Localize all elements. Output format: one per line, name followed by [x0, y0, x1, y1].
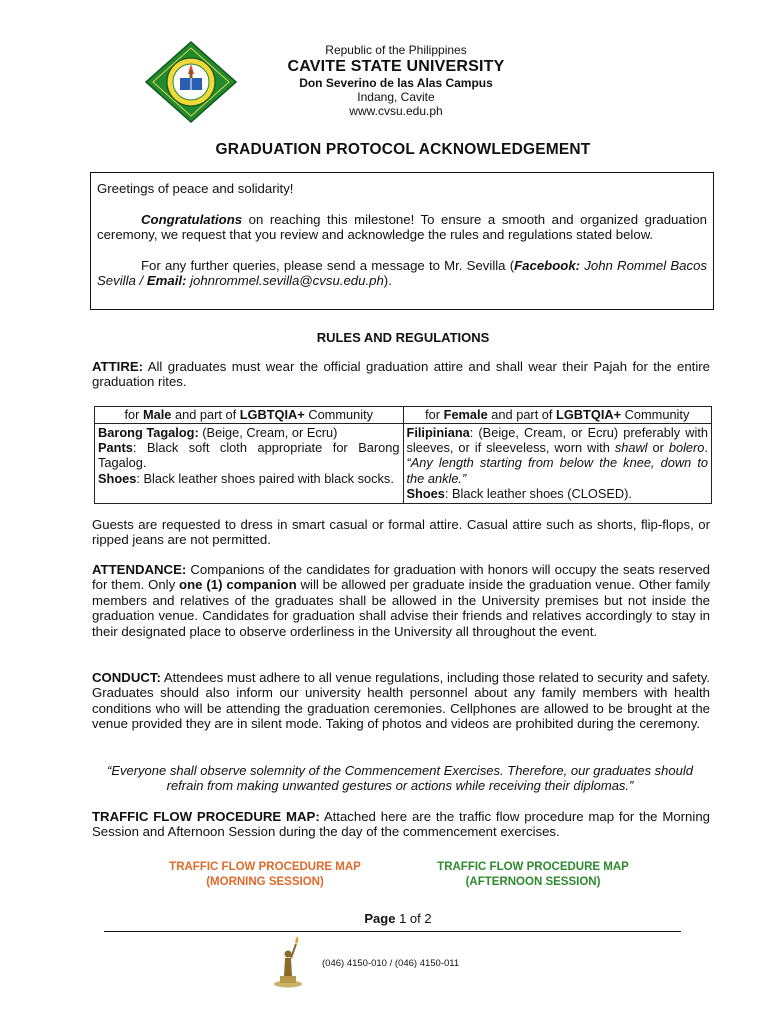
congrats-text: on reaching this milestone! To ensure a smooth and organized graduation ceremony, we request that you review and acknowledge the rules and regulations stated below. [97, 211, 707, 243]
afternoon-map-link[interactable]: TRAFFIC FLOW PROCEDURE MAP (AFTERNOON SESSION) [437, 861, 629, 888]
email-label: Email: [146, 273, 187, 289]
attendance-paragraph: ATTENDANCE: Companions of the candidates for graduation with honors will occupy the seats reserved for them. Only one (1) companion will be allowed per graduate inside the graduation venue. Other family members and relatives of the graduates shall be allowed in the University premises but not inside the graduation venue. Candidates for graduation shall advise their friends and relatives accordingly to stay in their designated place to observe orderliness in the University all throughout the event. [92, 562, 710, 639]
morning-map-link[interactable]: TRAFFIC FLOW PROCEDURE MAP (MORNING SESSION) [169, 861, 361, 888]
barong-line: Barong Tagalog: (Beige, Cream, or Ecru) [98, 425, 338, 440]
location: Indang, Cavite [357, 90, 435, 104]
attire-paragraph [92, 359, 710, 390]
page-number: Page 1 of 2 [364, 911, 432, 926]
queries-paragraph [97, 258, 707, 289]
pants-line: Pants: Black soft cloth appropriate for Barong Tagalog. [98, 440, 400, 471]
male-shoes-line: Shoes: Black leather shoes paired with black socks. [98, 470, 394, 486]
phone-numbers: (046) 4150-010 / (046) 4150-011 [322, 958, 460, 969]
guests-paragraph: Guests are requested to dress in smart casual or formal attire. Casual attire such as shorts, flip-flops, or ripped jeans are not permitted. [92, 517, 710, 548]
male-column-header: for Male and part of LGBTQIA+ Community [95, 407, 404, 424]
greeting-line: Greetings of peace and solidarity! [97, 181, 294, 196]
filipiniana-line: Filipiniana: (Beige, Cream, or Ecru) preferably with sleeves, or if sleeveless, worn with shawl or bolero. “Any length starting from below the knee, down to the ankle.” [406, 425, 708, 486]
male-attire-cell [95, 424, 404, 504]
facebook-value: John Rommel Bacos Sevilla / [97, 257, 707, 289]
congratulations-paragraph [97, 212, 707, 243]
female-shoes-line: Shoes: Black leather shoes (CLOSED). [406, 485, 632, 501]
university-name: CAVITE STATE UNIVERSITY [287, 58, 505, 75]
facebook-label: Facebook: [514, 257, 581, 273]
query-pre: For any further queries, please send a message to Mr. Sevilla ( [141, 257, 515, 273]
attire-text: All graduates must wear the official graduation attire and shall wear their Pajah for the entire graduation rites. [92, 359, 710, 390]
traffic-paragraph: TRAFFIC FLOW PROCEDURE MAP: Attached here are the traffic flow procedure map for the Morning Session and Afternoon Session during the day of the commencement exercises. [92, 809, 710, 840]
document-title: GRADUATION PROTOCOL ACKNOWLEDGEMENT [215, 141, 591, 158]
female-attire-cell [403, 424, 712, 504]
attire-label: ATTIRE: [92, 359, 144, 374]
rules-title: RULES AND REGULATIONS [316, 330, 490, 345]
republic-line: Republic of the Philippines [325, 43, 467, 57]
footer-divider [104, 931, 681, 932]
website-link[interactable]: www.cvsu.edu.ph [349, 104, 443, 118]
attendance-label: ATTENDANCE: [92, 562, 187, 577]
attire-table [94, 406, 712, 504]
query-post: ). [383, 273, 392, 289]
traffic-label: TRAFFIC FLOW PROCEDURE MAP: [92, 809, 320, 824]
torch-statue-icon [270, 936, 306, 988]
campus-name: Don Severino de las Alas Campus [299, 76, 493, 90]
solemnity-quote: “Everyone shall observe solemnity of the Commencement Exercises. Therefore, our graduates should refrain from making unwanted gestures or actions while receiving their diplomas.” [106, 763, 693, 794]
email-link[interactable]: johnrommel.sevilla@cvsu.edu.ph [186, 273, 384, 289]
greeting-box [90, 172, 714, 310]
conduct-paragraph: CONDUCT: Attendees must adhere to all venue regulations, including those related to security and safety. Graduates should also inform our university health personnel about any family members with health conditions who will be attending the graduation ceremonies. Cellphones are allowed to be brought at the venue provided they are in silent mode. Taking of photos and videos are prohibited during the ceremony. [92, 670, 710, 732]
female-column-header: for Female and part of LGBTQIA+ Community [403, 407, 712, 424]
conduct-label: CONDUCT: [92, 670, 161, 685]
university-seal-icon [142, 40, 240, 124]
congrats-bold: Congratulations [141, 211, 243, 227]
letterhead [250, 43, 542, 118]
